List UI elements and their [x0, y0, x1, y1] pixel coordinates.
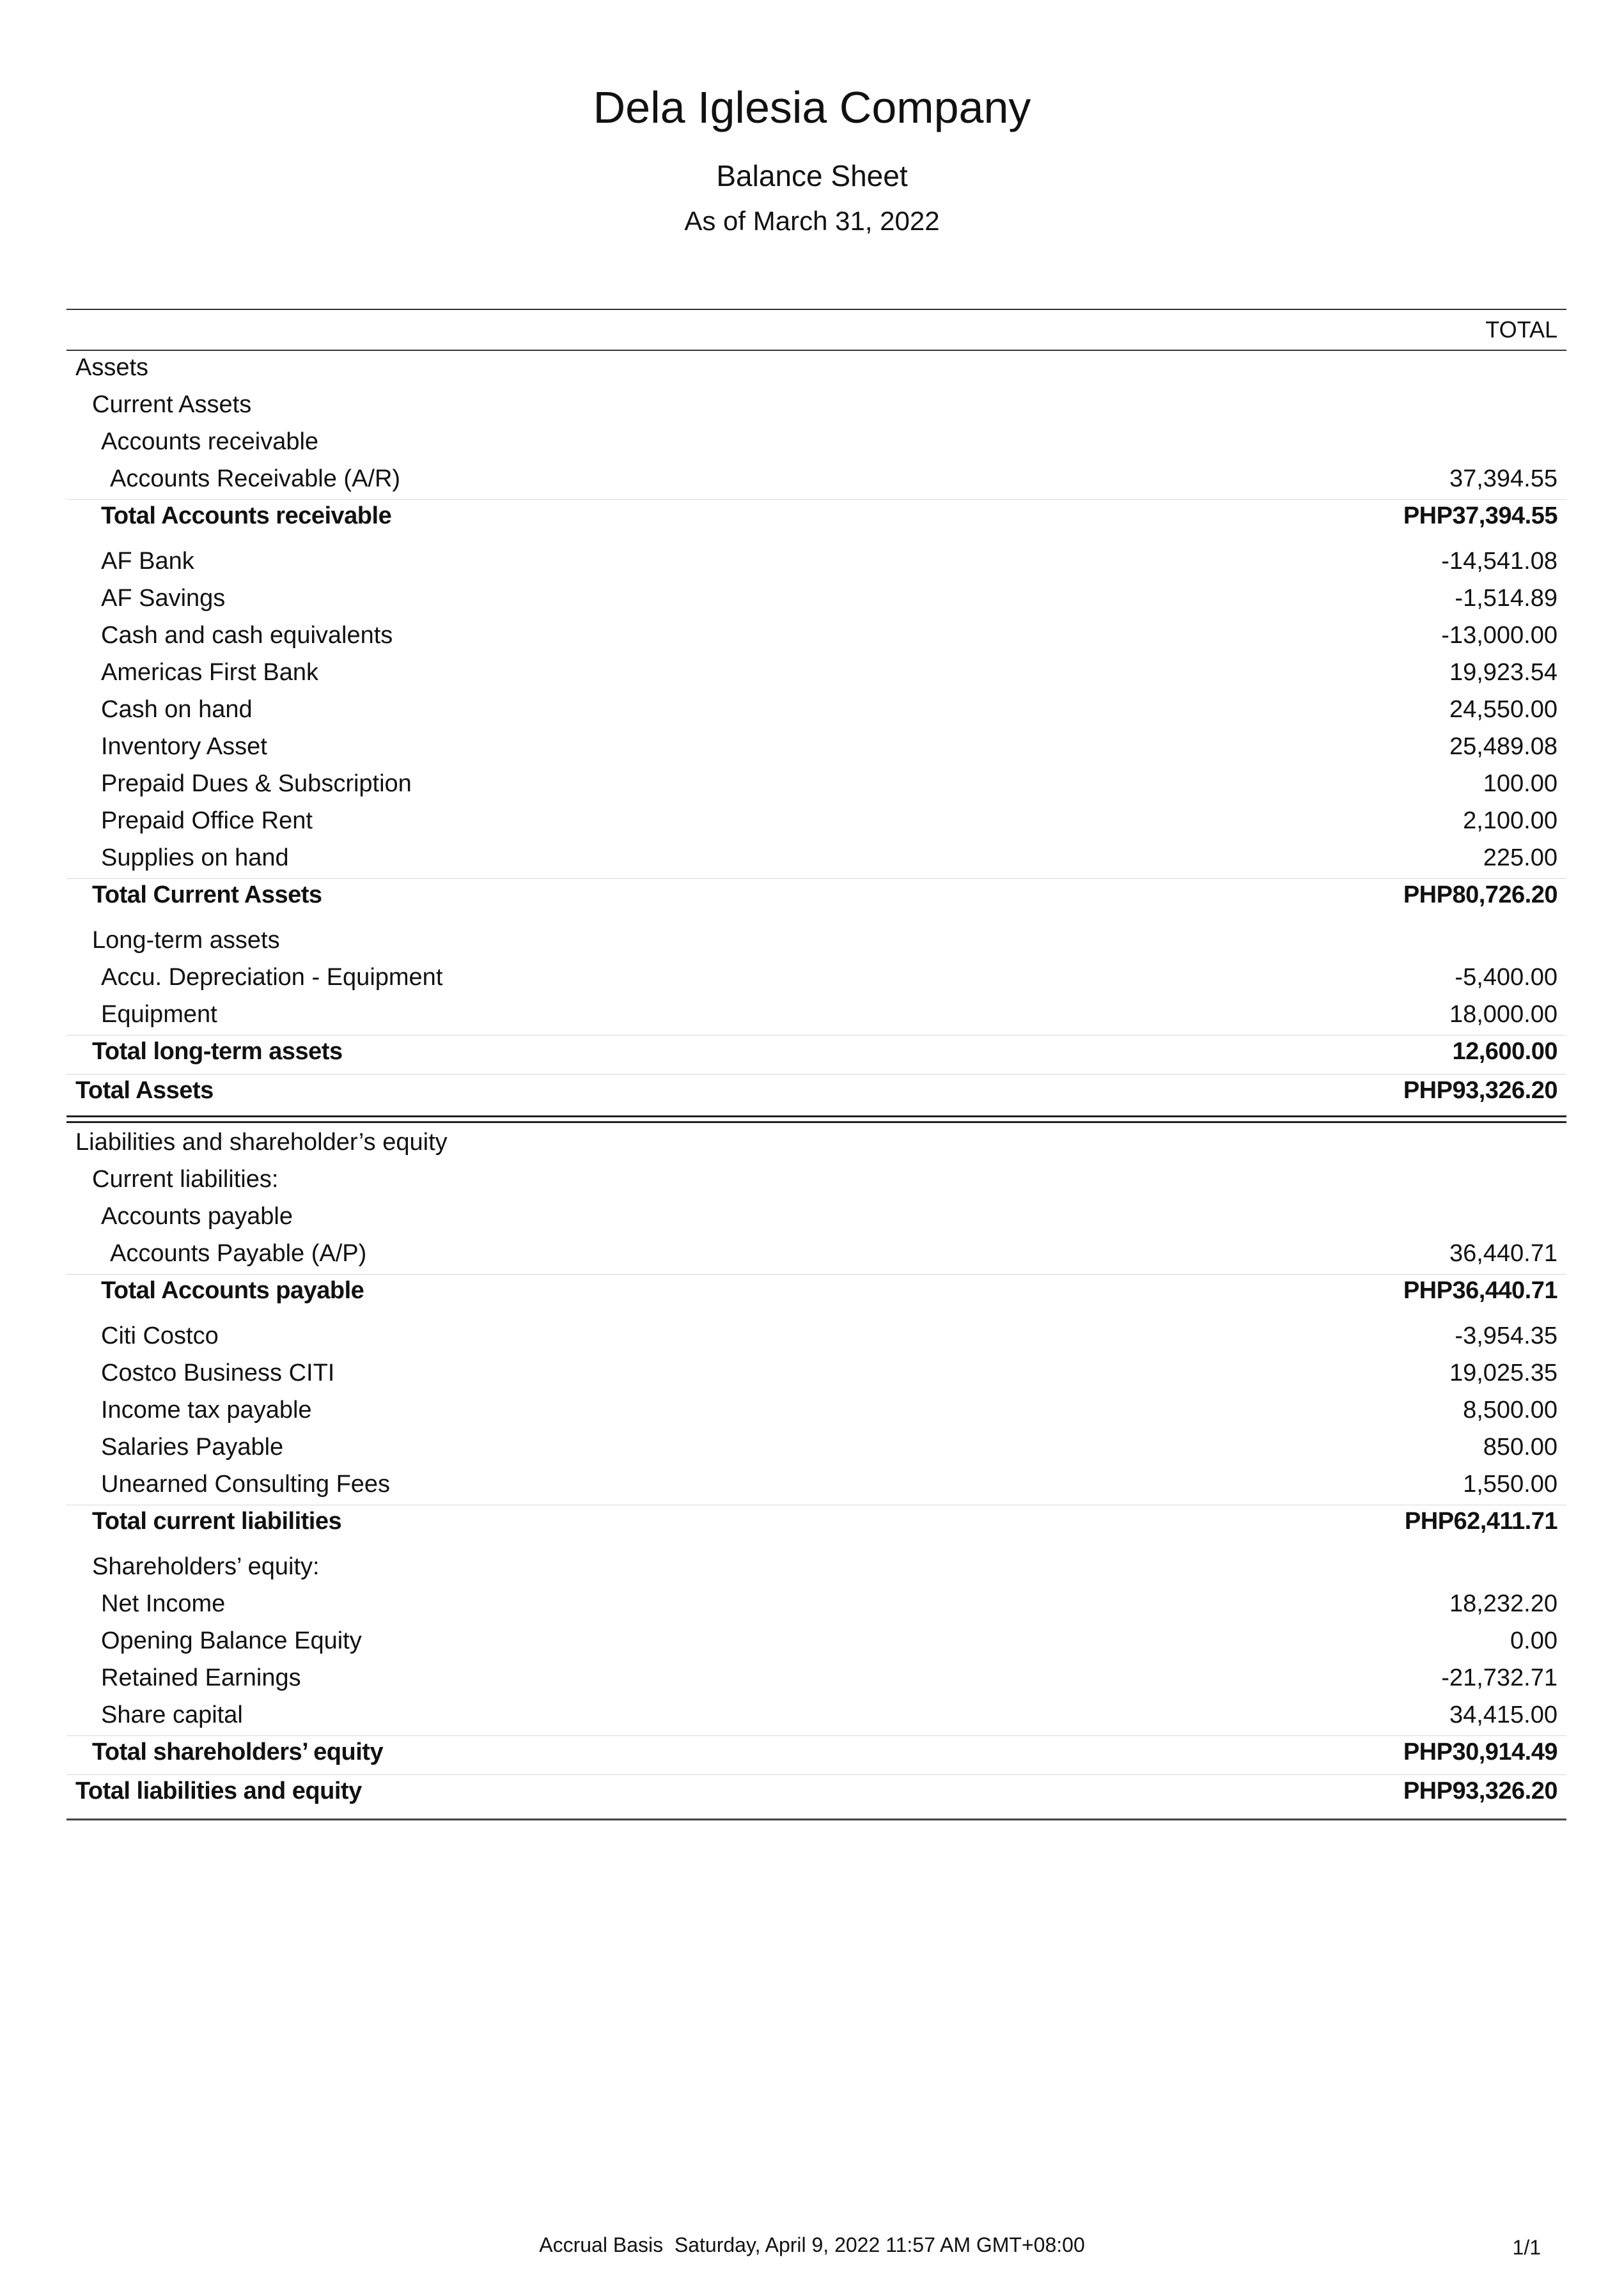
table-row: Equipment 18,000.00 — [101, 1001, 1558, 1028]
table-row: Prepaid Dues & Subscription 100.00 — [101, 770, 1558, 797]
table-row: Accu. Depreciation - Equipment -5,400.00 — [101, 964, 1558, 991]
group-heading-current-assets: Current Assets — [92, 391, 252, 418]
table-row: Americas First Bank 19,923.54 — [101, 659, 1558, 686]
table-row: Salaries Payable 850.00 — [101, 1434, 1558, 1461]
table-row: Accounts Receivable (A/R) 37,394.55 — [110, 465, 1558, 492]
report-title: Balance Sheet — [716, 159, 908, 192]
table-row: Costco Business CITI 19,025.35 — [101, 1360, 1558, 1386]
table-row: Opening Balance Equity 0.00 — [101, 1627, 1558, 1654]
double-divider — [66, 1115, 1566, 1123]
table-row: Share capital 34,415.00 — [101, 1702, 1558, 1728]
table-row: Citi Costco -3,954.35 — [101, 1323, 1558, 1349]
total-row-accounts-receivable: Total Accounts receivable PHP37,394.55 — [66, 499, 1566, 538]
total-row-shareholders-equity: Total shareholders’ equity PHP30,914.49 — [66, 1735, 1566, 1774]
table-row: Prepaid Office Rent 2,100.00 — [101, 807, 1558, 834]
group-heading-accounts-payable: Accounts payable — [101, 1203, 293, 1230]
group-heading-long-term-assets: Long-term assets — [92, 927, 280, 954]
company-name: Dela Iglesia Company — [593, 82, 1031, 132]
section-heading-assets: Assets — [75, 354, 149, 381]
table-row: Cash on hand 24,550.00 — [101, 696, 1558, 723]
total-row-long-term-assets: Total long-term assets 12,600.00 — [66, 1035, 1566, 1074]
total-row-accounts-payable: Total Accounts payable PHP36,440.71 — [66, 1274, 1566, 1313]
table-row: Accounts Payable (A/P) 36,440.71 — [110, 1240, 1558, 1267]
table-row: Cash and cash equivalents -13,000.00 — [101, 622, 1558, 649]
total-row-current-liabilities: Total current liabilities PHP62,411.71 — [66, 1505, 1566, 1544]
table-row: AF Savings -1,514.89 — [101, 585, 1558, 612]
table-row: Net Income 18,232.20 — [101, 1590, 1558, 1617]
group-heading-shareholders-equity: Shareholders’ equity: — [92, 1553, 320, 1580]
table-row: Income tax payable 8,500.00 — [101, 1397, 1558, 1423]
table-row: Supplies on hand 225.00 — [101, 844, 1558, 871]
total-column-label: TOTAL — [1485, 316, 1558, 343]
group-heading-current-liabilities: Current liabilities: — [92, 1166, 279, 1193]
section-heading-liabilities-equity: Liabilities and shareholder’s equity — [75, 1129, 448, 1156]
column-header — [66, 310, 1566, 351]
group-heading-accounts-receivable: Accounts receivable — [101, 428, 319, 455]
report-date: As of March 31, 2022 — [684, 206, 940, 236]
table-row: AF Bank -14,541.08 — [101, 548, 1558, 575]
bottom-divider — [66, 1819, 1566, 1820]
report-footer: Accrual Basis Saturday, April 9, 2022 11:57 AM GMT+08:00 — [539, 2233, 1085, 2256]
total-row-liabilities-equity: Total liabilities and equity PHP93,326.20 — [66, 1774, 1566, 1813]
table-row: Retained Earnings -21,732.71 — [101, 1664, 1558, 1691]
balance-sheet-table — [66, 309, 1566, 1820]
total-row-assets: Total Assets PHP93,326.20 — [66, 1074, 1566, 1113]
page-number: 1/1 — [1512, 2236, 1541, 2259]
table-row: Inventory Asset 25,489.08 — [101, 733, 1558, 760]
table-row: Unearned Consulting Fees 1,550.00 — [101, 1471, 1558, 1498]
total-row-current-assets: Total Current Assets PHP80,726.20 — [66, 878, 1566, 917]
